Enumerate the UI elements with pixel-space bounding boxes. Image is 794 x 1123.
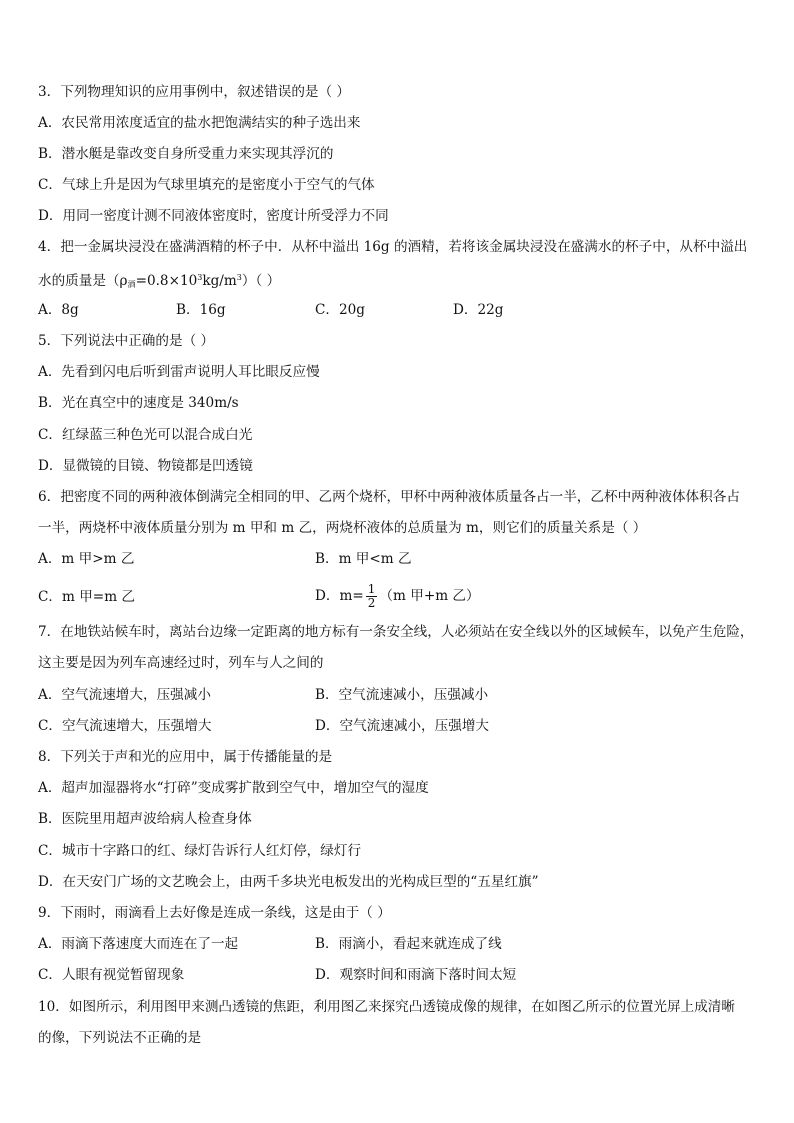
q4-option-a: A．8g (38, 302, 79, 318)
q8-stem: 8．下列关于声和光的应用中，属于传播能量的是 (38, 749, 333, 765)
q5-option-d: D．显微镜的目镜、物镜都是凹透镜 (38, 458, 253, 474)
q6-option-c: C．m 甲=m 乙 (38, 589, 135, 605)
q5-option-a: A．先看到闪电后听到雷声说明人耳比眼反应慢 (38, 364, 320, 380)
q7-option-c: C．空气流速增大，压强增大 (38, 718, 212, 734)
q4-stem-bracket: ）（ ） (241, 273, 281, 289)
q8-option-d: D．在天安门广场的文艺晚会上，由两千多块光电板发出的光构成巨型的“五星红旗” (38, 874, 539, 890)
q4-stem-line2 (38, 269, 280, 294)
q4-unit: kg/m (202, 273, 237, 289)
q7-stem-line2: 这主要是因为列车高速经过时，列车与人之间的 (38, 655, 324, 671)
q3-option-d: D．用同一密度计测不同液体密度时，密度计所受浮力不同 (38, 208, 389, 224)
q9-stem: 9．下雨时，雨滴看上去好像是连成一条线，这是由于（ ） (38, 905, 391, 921)
q10-stem-line2: 的像，下列说法不正确的是 (38, 1030, 202, 1046)
q7-stem-line1: 7．在地铁站候车时，离站台边缘一定距离的地方标有一条安全线，人必须站在安全线以外的区域候车，以免产生危险， (38, 624, 754, 640)
q8-option-a: A．超声加湿器将水“打碎”变成雾扩散到空气中，增加空气的湿度 (38, 780, 429, 796)
q7-option-a: A．空气流速增大，压强减小 (38, 687, 211, 703)
q5-stem: 5．下列说法中正确的是（ ） (38, 333, 215, 349)
q9-option-c: C．人眼有视觉暂留现象 (38, 967, 185, 983)
q6-option-b: B．m 甲<m 乙 (315, 551, 412, 567)
q4-stem-line1: 4．把一金属块浸没在盛满酒精的杯子中．从杯中溢出 16g 的酒精，若将该金属块浸没在盛满水的杯子中，从杯中溢出 (38, 239, 748, 255)
q7-option-b: B．空气流速减小，压强减小 (315, 687, 489, 703)
q9-option-d: D．观察时间和雨滴下落时间太短 (315, 967, 517, 983)
q5-option-c: C．红绿蓝三种色光可以混合成白光 (38, 427, 253, 443)
q6-option-d (315, 578, 480, 614)
q6-stem-line1: 6．把密度不同的两种液体倒满完全相同的甲、乙两个烧杯，甲杯中两种液体质量各占一半，乙杯中两种液体体积各占 (38, 489, 740, 505)
q6-option-d-expression: （m 甲+m 乙） (379, 588, 480, 604)
q4-density-value: =0.8×10 (135, 273, 198, 289)
fraction-denominator: 2 (367, 596, 376, 610)
q4-exponent: 3 (197, 273, 203, 282)
q4-subscript: 酒 (127, 280, 136, 289)
q10-stem-line1: 10．如图所示，利用图甲来测凸透镜的焦距，利用图乙来探究凸透镜成像的规律，在如图乙所示的位置光屏上成清晰 (38, 999, 735, 1015)
q3-option-b: B．潜水艇是靠改变自身所受重力来实现其浮沉的 (38, 146, 334, 162)
q3-option-a: A．农民常用浓度适宜的盐水把饱满结实的种子选出来 (38, 115, 361, 131)
q3-stem: 3．下列物理知识的应用事例中，叙述错误的是（ ） (38, 84, 351, 100)
q6-option-a: A．m 甲>m 乙 (38, 551, 135, 567)
fraction (366, 583, 378, 610)
q4-unit-exponent: 3 (236, 273, 242, 282)
q6-stem-line2: 一半，两烧杯中液体质量分别为 m 甲和 m 乙，两烧杯液体的总质量为 m，则它们的质量关系是（ ） (38, 520, 647, 536)
q8-option-b: B．医院里用超声波给病人检查身体 (38, 811, 252, 827)
q9-option-a: A．雨滴下落速度大而连在了一起 (38, 936, 239, 952)
q8-option-c: C．城市十字路口的红、绿灯告诉行人红灯停，绿灯行 (38, 843, 362, 859)
q4-stem-text: 水的质量是（ρ (38, 273, 128, 289)
q4-option-d: D．22g (453, 302, 504, 318)
q5-option-b: B．光在真空中的速度是 340m/s (38, 395, 239, 411)
q4-option-b: B．16g (176, 302, 226, 318)
q6-option-d-label: D．m= (315, 588, 364, 604)
q3-option-c: C．气球上升是因为气球里填充的是密度小于空气的气体 (38, 177, 375, 193)
fraction-numerator: 1 (367, 582, 376, 596)
q4-option-c: C．20g (315, 302, 365, 318)
q9-option-b: B．雨滴小，看起来就连成了线 (315, 936, 502, 952)
q7-option-d: D．空气流速减小，压强增大 (315, 718, 490, 734)
